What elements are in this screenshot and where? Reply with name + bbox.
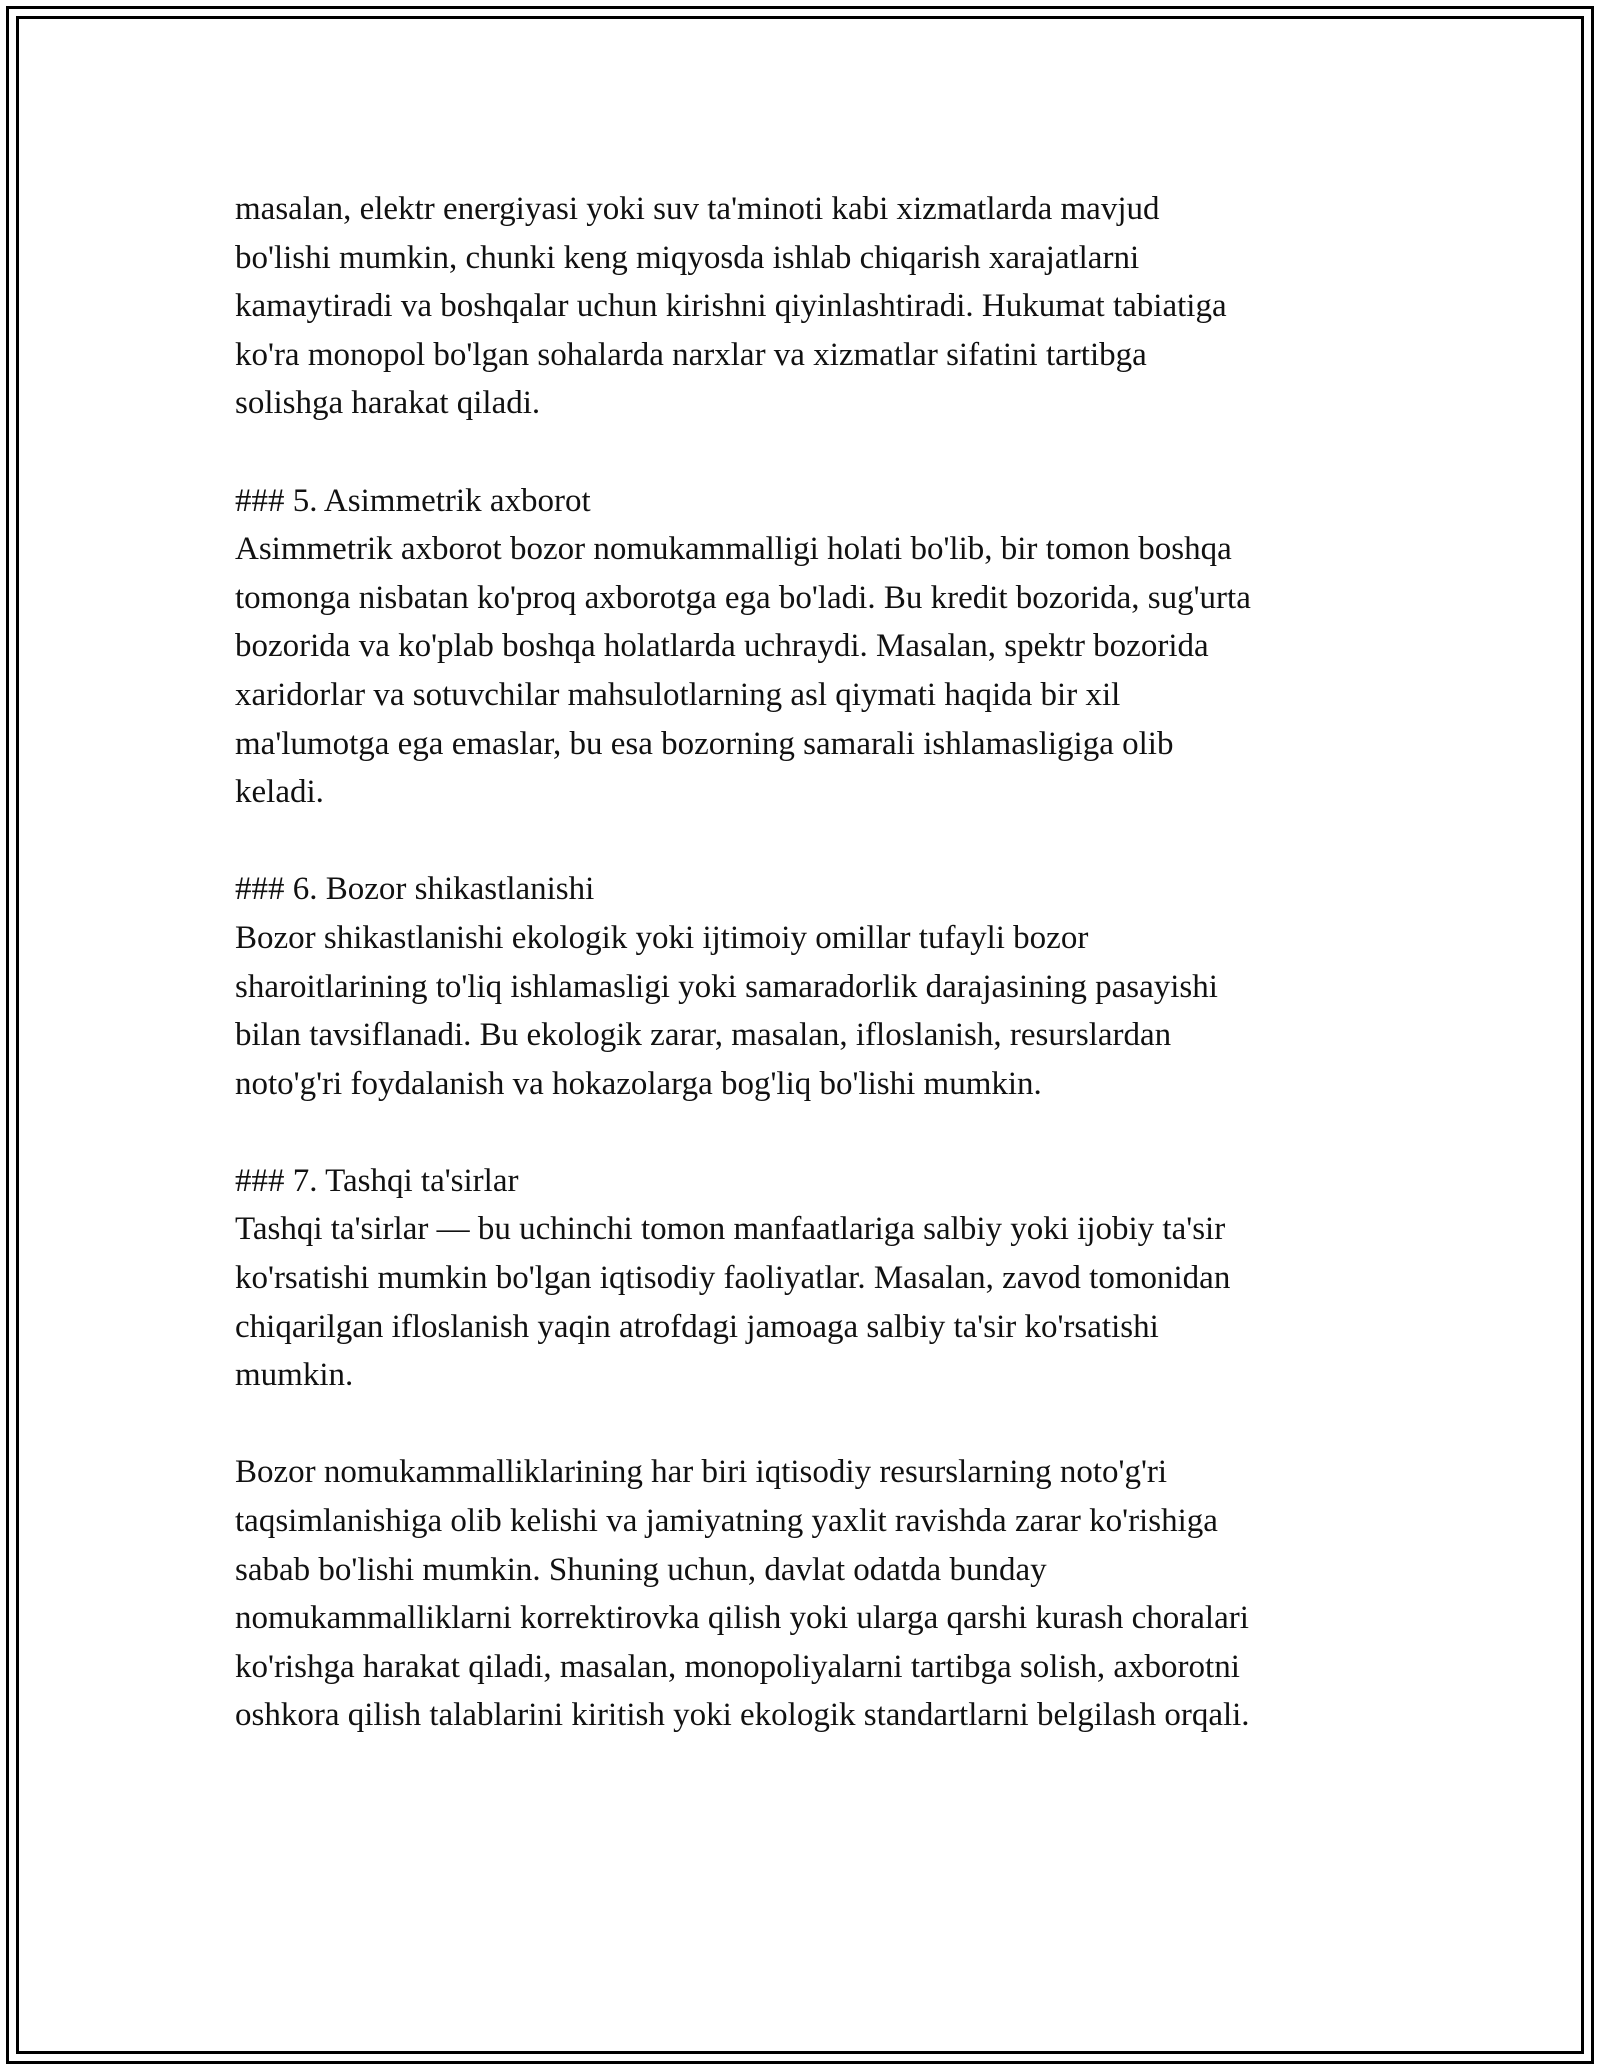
text-line: ko'ra monopol bo'lgan sohalarda narxlar va xizmatlar sifatini tartibga: [235, 336, 1147, 373]
section-5: [235, 477, 1395, 817]
section-7: [235, 1157, 1395, 1400]
section-heading: ### 7. Tashqi ta'sirlar: [235, 1162, 519, 1199]
text-line: bo'lishi mumkin, chunki keng miqyosda ishlab chiqarish xarajatlarni: [235, 239, 1140, 276]
text-line: solishga harakat qiladi.: [235, 385, 541, 422]
section-heading: ### 5. Asimmetrik axborot: [235, 482, 591, 519]
text-line: bilan tavsiflanadi. Bu ekologik zarar, masalan, ifloslanish, resurslardan: [235, 1017, 1172, 1054]
text-line: kamaytiradi va boshqalar uchun kirishni qiyinlashtiradi. Hukumat tabiatiga: [235, 288, 1227, 325]
text-line: ma'lumotga ega emaslar, bu esa bozorning samarali ishlamasligiga olib: [235, 725, 1174, 762]
text-line: Asimmetrik axborot bozor nomukammalligi holati bo'lib, bir tomon boshqa: [235, 531, 1232, 568]
text-line: tomonga nisbatan ko'proq axborotga ega bo'ladi. Bu kredit bozorida, sug'urta: [235, 579, 1251, 616]
text-line: bozorida va ko'plab boshqa holatlarda uchraydi. Masalan, spektr bozorida: [235, 628, 1209, 665]
text-line: ko'rsatishi mumkin bo'lgan iqtisodiy faoliyatlar. Masalan, zavod tomonidan: [235, 1260, 1231, 1297]
text-line: ko'rishga harakat qiladi, masalan, monopoliyalarni tartibga solish, axborotni: [235, 1648, 1240, 1685]
text-line: sharoitlarining to'liq ishlamasligi yoki samaradorlik darajasining pasayishi: [235, 968, 1218, 1005]
text-line: Bozor nomukammalliklarining har biri iqtisodiy resurslarning noto'g'ri: [235, 1454, 1168, 1491]
text-line: xaridorlar va sotuvchilar mahsulotlarning asl qiymati haqida bir xil: [235, 676, 1121, 713]
text-line: chiqarilgan ifloslanish yaqin atrofdagi jamoaga salbiy ta'sir ko'rsatishi: [235, 1308, 1159, 1345]
section-6: [235, 865, 1395, 1108]
text-line: oshkora qilish talablarini kiritish yoki ekologik standartlarni belgilash orqali.: [235, 1697, 1250, 1734]
text-line: mumkin.: [235, 1357, 354, 1394]
text-line: masalan, elektr energiyasi yoki suv ta'minoti kabi xizmatlarda mavjud: [235, 191, 1160, 227]
text-line: sabab bo'lishi mumkin. Shuning uchun, davlat odatda bunday: [235, 1551, 1047, 1588]
section-heading: ### 6. Bozor shikastlanishi: [235, 871, 595, 908]
text-line: nomukammalliklarni korrektirovka qilish yoki ularga qarshi kurash choralari: [235, 1600, 1249, 1637]
text-line: noto'g'ri foydalanish va hokazolarga bog'liq bo'lishi mumkin.: [235, 1065, 1042, 1102]
paragraph-conclusion: [235, 1448, 1395, 1740]
text-line: Bozor shikastlanishi ekologik yoki ijtimoiy omillar tufayli bozor: [235, 919, 1089, 956]
text-line: taqsimlanishiga olib kelishi va jamiyatning yaxlit ravishda zarar ko'rishiga: [235, 1503, 1218, 1540]
paragraph-intro: [235, 185, 1395, 428]
text-line: Tashqi ta'sirlar — bu uchinchi tomon manfaatlariga salbiy yoki ijobiy ta'sir: [235, 1211, 1226, 1248]
document-body: [235, 185, 1395, 1789]
text-line: keladi.: [235, 774, 324, 811]
